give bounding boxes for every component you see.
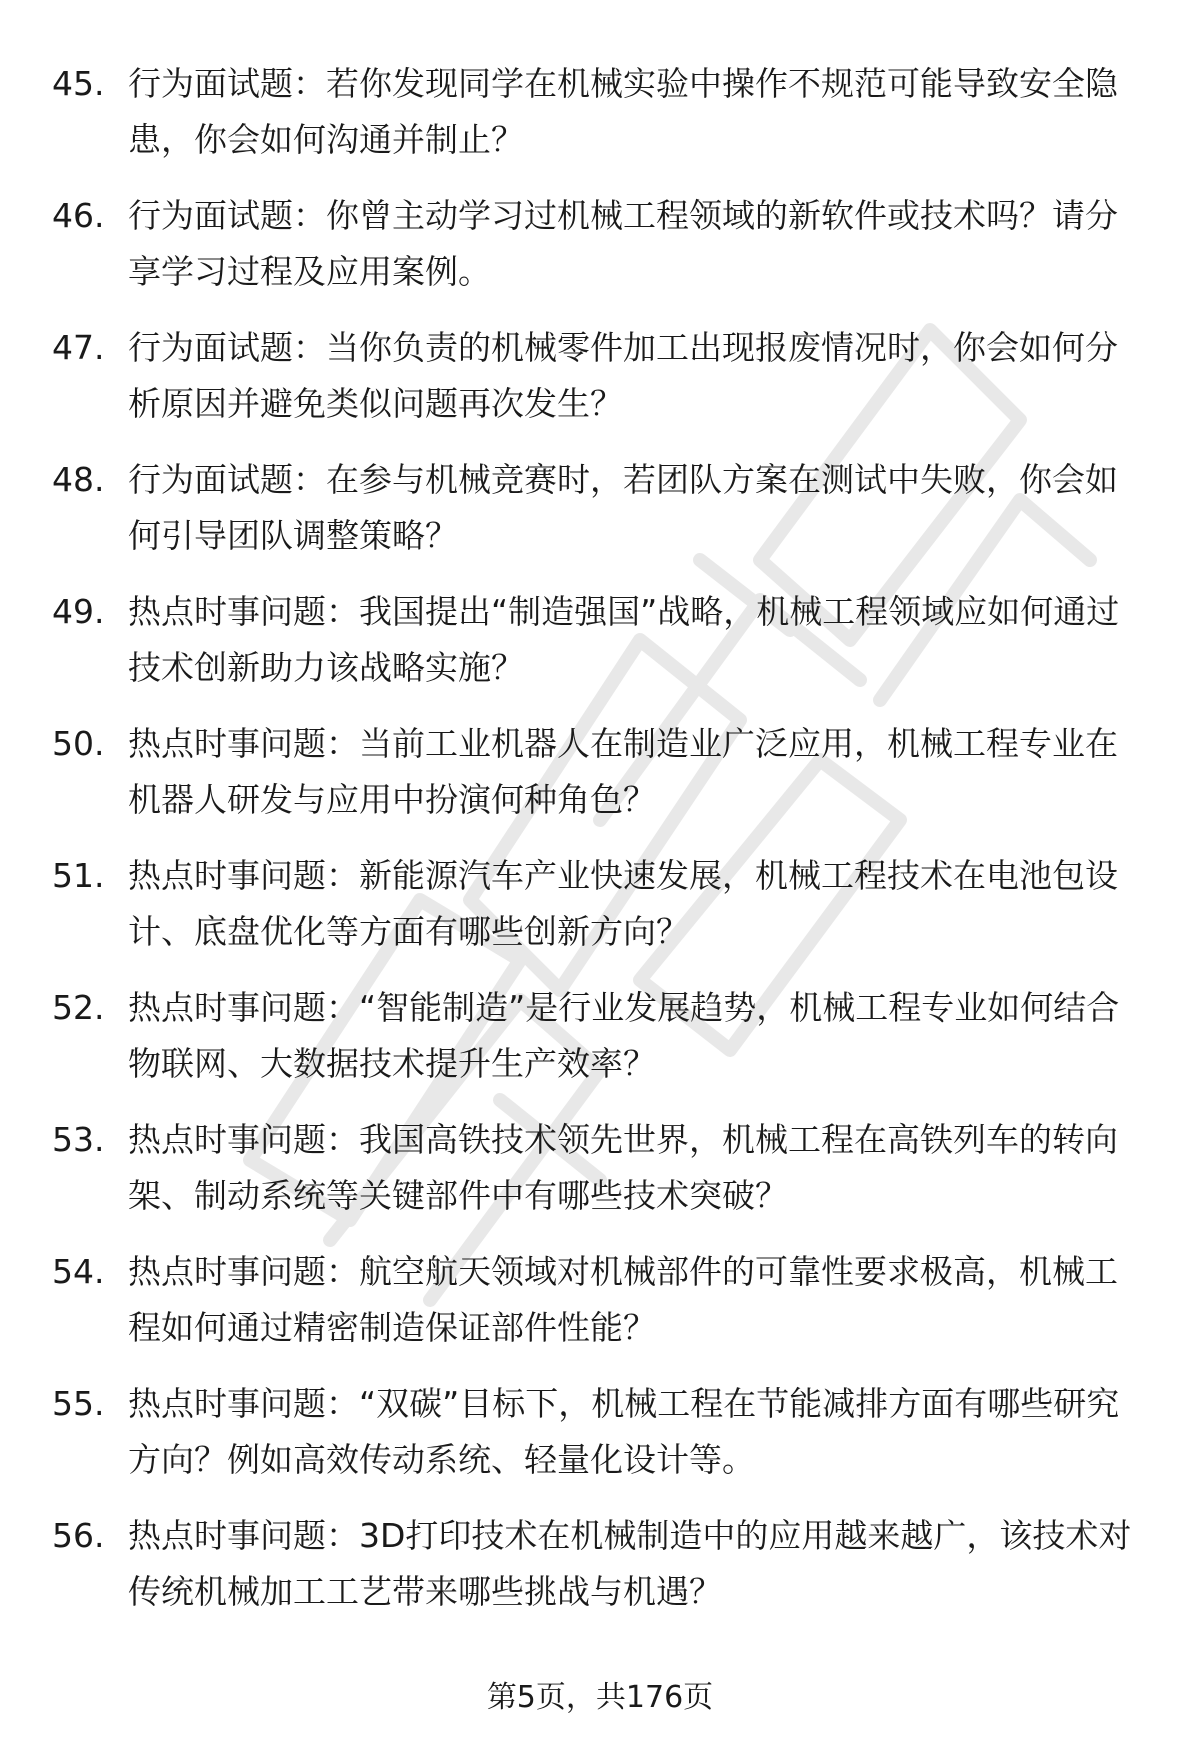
question-number: 50. [52, 724, 105, 763]
question-number: 46. [52, 196, 105, 235]
question-item [52, 188, 1152, 320]
question-number: 55. [52, 1384, 105, 1423]
question-number: 52. [52, 988, 105, 1027]
question-item [52, 1508, 1152, 1640]
question-text: 行为面试题：若你发现同学在机械实验中操作不规范可能导致安全隐患，你会如何沟通并制止？ [128, 64, 1118, 159]
question-number: 53. [52, 1120, 105, 1159]
question-text: 热点时事问题：“智能制造”是行业发展趋势，机械工程专业如何结合物联网、大数据技术提升生产效率？ [128, 988, 1120, 1083]
question-number: 47. [52, 328, 105, 367]
question-item [52, 452, 1152, 584]
question-text: 热点时事问题：当前工业机器人在制造业广泛应用，机械工程专业在机器人研发与应用中扮演何种角色？ [128, 724, 1118, 819]
question-item [52, 716, 1152, 848]
question-text: 热点时事问题：“双碳”目标下，机械工程在节能减排方面有哪些研究方向？例如高效传动系统、轻量化设计等。 [128, 1384, 1120, 1479]
question-item [52, 980, 1152, 1112]
question-text: 热点时事问题：新能源汽车产业快速发展，机械工程技术在电池包设计、底盘优化等方面有哪些创新方向？ [128, 856, 1118, 951]
page-footer: 第5页，共176页 [486, 1680, 714, 1715]
question-number: 56. [52, 1516, 105, 1555]
question-text: 行为面试题：当你负责的机械零件加工出现报废情况时，你会如何分析原因并避免类似问题再次发生？ [128, 328, 1118, 423]
question-text: 行为面试题：你曾主动学习过机械工程领域的新软件或技术吗？请分享学习过程及应用案例。 [128, 196, 1118, 291]
question-text: 热点时事问题：航空航天领域对机械部件的可靠性要求极高，机械工程如何通过精密制造保证部件性能？ [128, 1252, 1118, 1347]
question-item [52, 1112, 1152, 1244]
question-number: 54. [52, 1252, 105, 1291]
question-number: 49. [52, 592, 105, 631]
question-item [52, 584, 1152, 716]
question-text: 热点时事问题：3D打印技术在机械制造中的应用越来越广，该技术对传统机械加工工艺带来哪些挑战与机遇？ [128, 1516, 1132, 1611]
question-text: 热点时事问题：我国高铁技术领先世界，机械工程在高铁列车的转向架、制动系统等关键部件中有哪些技术突破？ [128, 1120, 1118, 1215]
question-number: 51. [52, 856, 105, 895]
question-item [52, 56, 1152, 188]
question-item [52, 848, 1152, 980]
question-item [52, 320, 1152, 452]
question-item [52, 1244, 1152, 1376]
question-text: 热点时事问题：我国提出“制造强国”战略，机械工程领域应如何通过技术创新助力该战略实施？ [128, 592, 1120, 687]
question-number: 45. [52, 64, 105, 103]
question-number: 48. [52, 460, 105, 499]
question-list [52, 56, 1152, 1640]
question-text: 行为面试题：在参与机械竞赛时，若团队方案在测试中失败，你会如何引导团队调整策略？ [128, 460, 1118, 555]
question-item [52, 1376, 1152, 1508]
